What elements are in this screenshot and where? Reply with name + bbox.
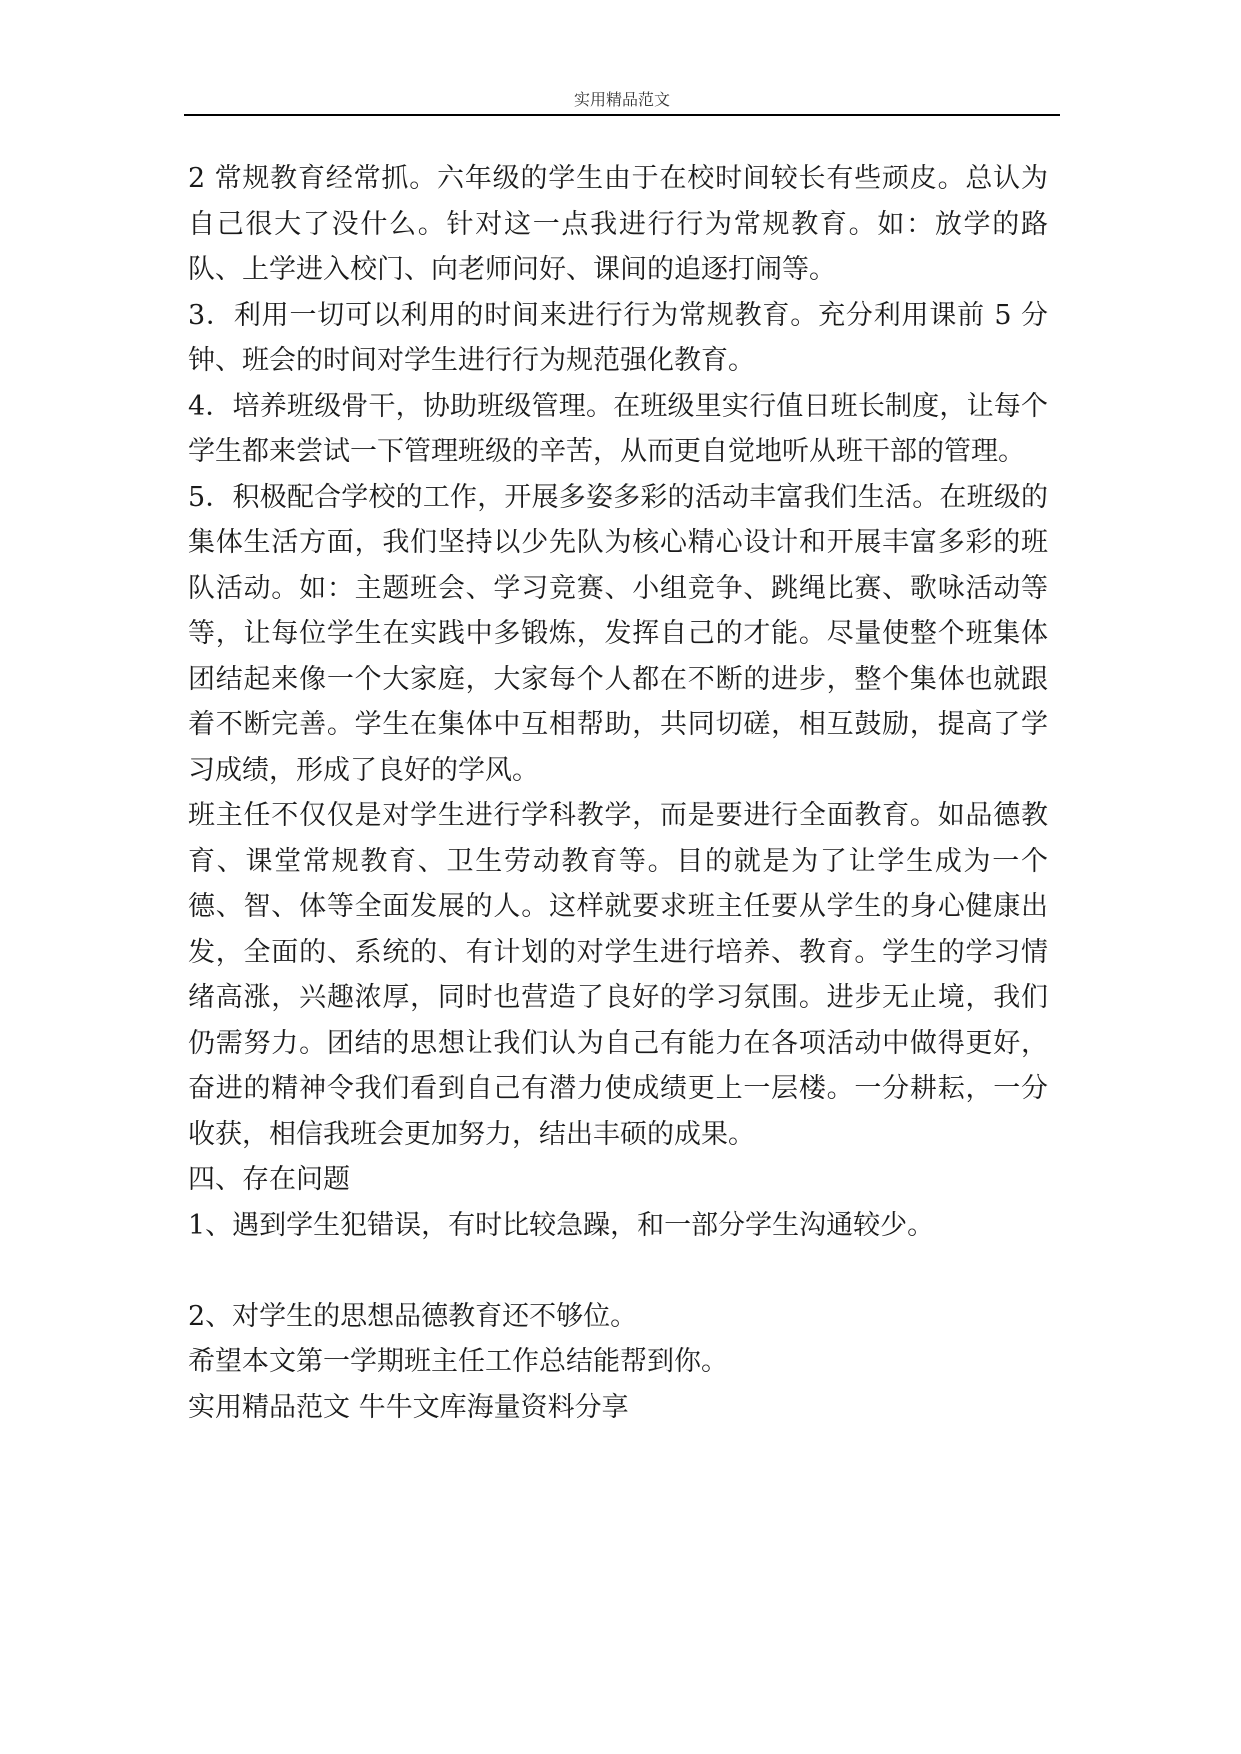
paragraph-class-cadres: 4．培养班级骨干，协助班级管理。在班级里实行值日班长制度，让每个学生都来尝试一下管理班级的辛苦，从而更自觉地听从班干部的管理。	[188, 390, 1048, 467]
footer-line: 实用精品范文 牛牛文库海量资料分享	[188, 1391, 629, 1423]
paragraph-use-time: 3．利用一切可以利用的时间来进行行为常规教育。充分利用课前 5 分钟、班会的时间对学生进行行为规范强化教育。	[188, 299, 1048, 376]
document-body	[188, 156, 1048, 1430]
paragraph-comprehensive-education: 班主任不仅仅是对学生进行学科教学，而是要进行全面教育。如品德教育、课堂常规教育、卫生劳动教育等。目的就是为了让学生成为一个德、智、体等全面发展的人。这样就要求班主任要从学生的身心健康出发，全面的、系统的、有计划的对学生进行培养、教育。学生的学习情绪高涨，兴趣浓厚，同时也营造了良好的学习氛围。进步无止境，我们仍需努力。团结的思想让我们认为自己有能力在各项活动中做得更好，奋进的精神令我们看到自己有潜力使成绩更上一层楼。一分耕耘，一分收获，相信我班会更加努力，结出丰硕的成果。	[188, 800, 1048, 1150]
page-header-title: 实用精品范文	[573, 90, 670, 109]
closing-line: 希望本文第一学期班主任工作总结能帮到你。	[188, 1346, 728, 1377]
paragraph-activities: 5．积极配合学校的工作，开展多姿多彩的活动丰富我们生活。在班级的集体生活方面，我们坚持以少先队为核心精心设计和开展丰富多彩的班队活动。如：主题班会、学习竞赛、小组竞争、跳绳比赛、歌咏活动等等，让每位学生在实践中多锻炼，发挥自己的才能。尽量使整个班集体团结起来像一个大家庭，大家每个人都在不断的进步，整个集体也就跟着不断完善。学生在集体中互相帮助，共同切磋，相互鼓励，提高了学习成绩，形成了良好的学风。	[188, 481, 1048, 786]
blank-line	[188, 1248, 1048, 1294]
issue-item-1: 1、遇到学生犯错误，有时比较急躁，和一部分学生沟通较少。	[188, 1209, 935, 1241]
paragraph-routine-education: 2 常规教育经常抓。六年级的学生由于在校时间较长有些顽皮。总认为自己很大了没什么。针对这一点我进行行为常规教育。如：放学的路队、上学进入校门、向老师问好、课间的追逐打闹等。	[188, 163, 1048, 285]
section-heading-issues: 四、存在问题	[188, 1164, 350, 1195]
header-divider	[184, 114, 1060, 116]
issue-item-2: 2、对学生的思想品德教育还不够位。	[188, 1300, 638, 1332]
